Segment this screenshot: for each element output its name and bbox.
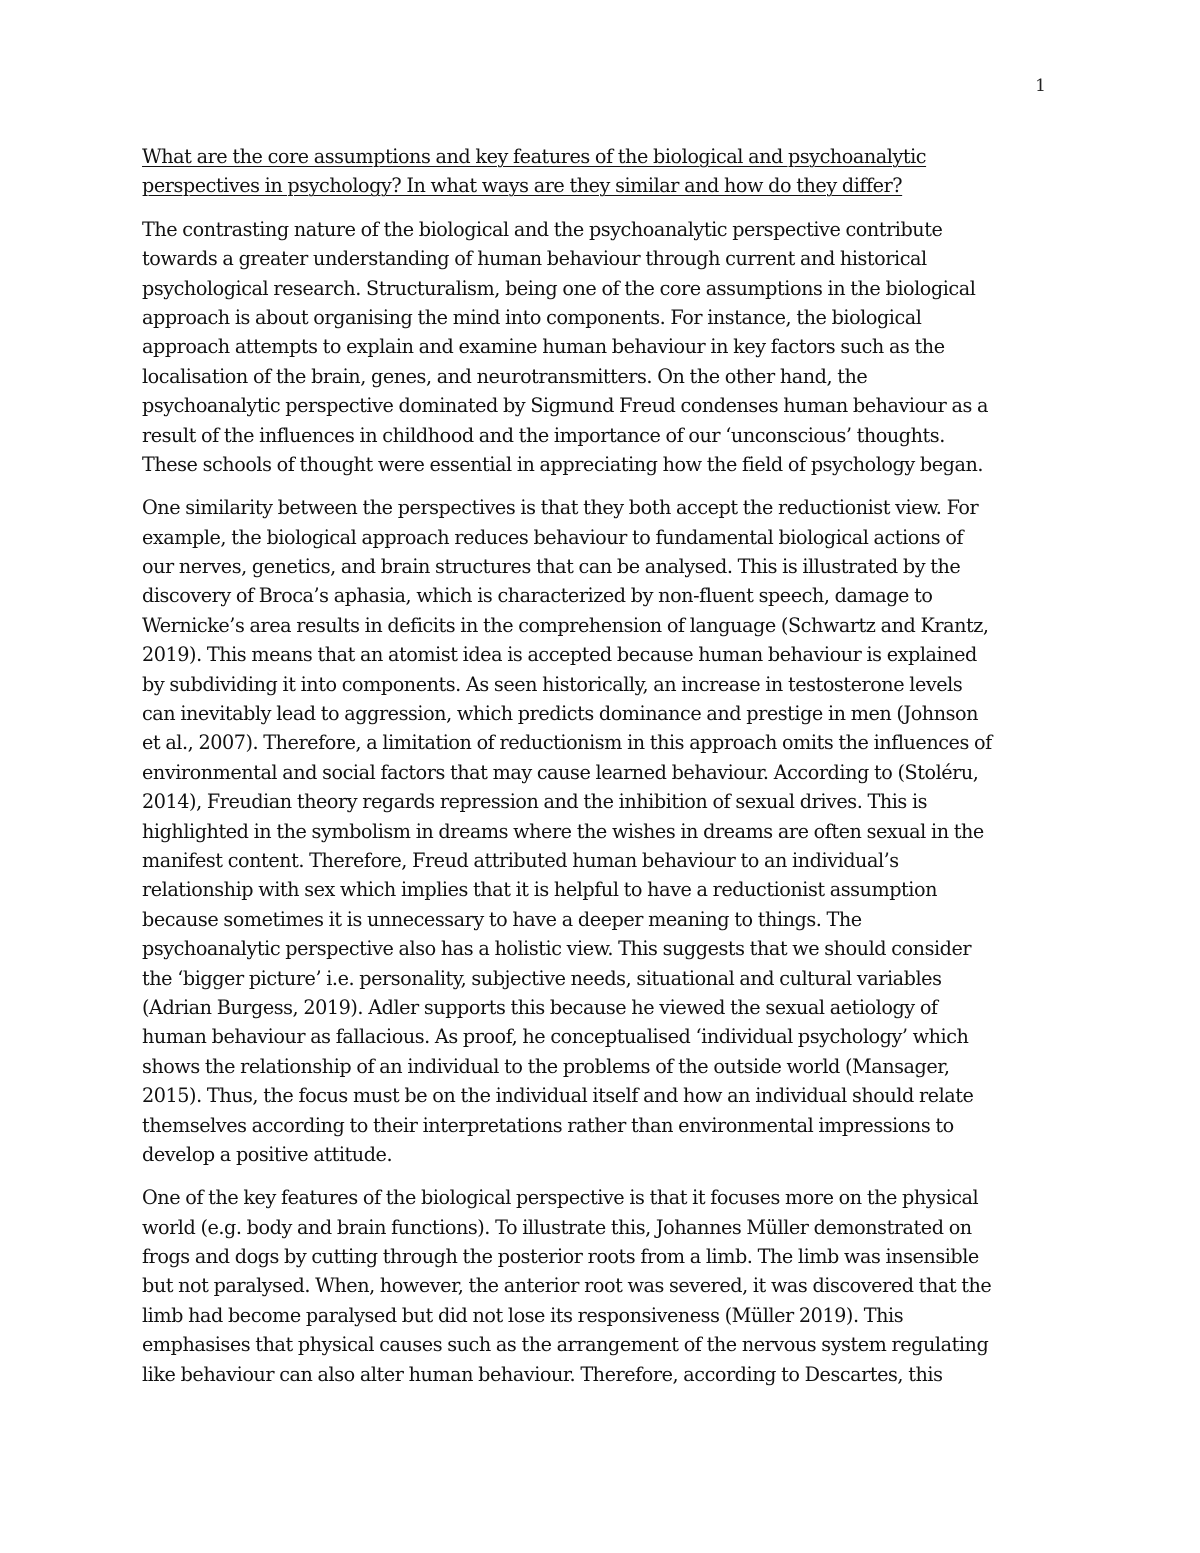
text-line: highlighted in the symbolism in dreams where the wishes in dreams are often sexual in the	[142, 819, 984, 843]
title-line: What are the core assumptions and key features of the biological and psychoanalytic	[142, 145, 927, 168]
text-line: by subdividing it into components. As seen historically, an increase in testosterone levels	[142, 672, 963, 696]
text-line: These schools of thought were essential in appreciating how the field of psychology began.	[142, 452, 984, 476]
text-line: 2014), Freudian theory regards repression and the inhibition of sexual drives. This is	[142, 790, 928, 814]
text-line: psychoanalytic perspective dominated by Sigmund Freud condenses human behaviour as a	[142, 394, 988, 418]
text-line: One similarity between the perspectives is that they both accept the reductionist view. For	[142, 496, 979, 520]
text-line: example, the biological approach reduces behaviour to fundamental biological actions of	[142, 525, 964, 549]
text-line: manifest content. Therefore, Freud attributed human behaviour to an individual’s	[142, 848, 899, 872]
text-line: discovery of Broca’s aphasia, which is characterized by non-fluent speech, damage to	[142, 584, 933, 608]
text-line: The contrasting nature of the biological and the psychoanalytic perspective contribute	[142, 217, 943, 241]
text-line: our nerves, genetics, and brain structures that can be analysed. This is illustrated by the	[142, 555, 961, 579]
text-line: towards a greater understanding of human behaviour through current and historical	[142, 247, 927, 271]
text-line: but not paralysed. When, however, the anterior root was severed, it was discovered that the	[142, 1274, 992, 1298]
text-line: limb had become paralysed but did not lose its responsiveness (Müller 2019). This	[142, 1303, 904, 1327]
title-line: perspectives in psychology? In what ways are they similar and how do they differ?	[142, 174, 903, 198]
text-line: the ‘bigger picture’ i.e. personality, subjective needs, situational and cultural variables	[142, 966, 942, 990]
text-line: 2015). Thus, the focus must be on the individual itself and how an individual should relate	[142, 1084, 974, 1108]
paragraph-similarity	[142, 493, 1062, 1169]
paragraph-biological-features	[142, 1183, 1062, 1389]
text-line: like behaviour can also alter human behaviour. Therefore, according to Descartes, this	[142, 1362, 943, 1386]
text-line: relationship with sex which implies that it is helpful to have a reductionist assumption	[142, 878, 937, 902]
essay-question-title	[142, 142, 1062, 201]
text-line: localisation of the brain, genes, and neurotransmitters. On the other hand, the	[142, 364, 868, 388]
text-line: approach is about organising the mind into components. For instance, the biological	[142, 305, 922, 329]
text-line: 2019). This means that an atomist idea is accepted because human behaviour is explained	[142, 643, 977, 667]
document-body	[142, 142, 1062, 1389]
text-line: themselves according to their interpretations rather than environmental impressions to	[142, 1113, 954, 1137]
text-line: can inevitably lead to aggression, which predicts dominance and prestige in men (Johnson	[142, 702, 979, 726]
text-line: emphasises that physical causes such as the arrangement of the nervous system regulating	[142, 1333, 989, 1357]
text-line: shows the relationship of an individual to the problems of the outside world (Mansager,	[142, 1054, 950, 1078]
text-line: et al., 2007). Therefore, a limitation of reductionism in this approach omits the influences of	[142, 731, 992, 755]
paragraph-introduction	[142, 215, 1062, 480]
text-line: develop a positive attitude.	[142, 1142, 393, 1166]
text-line: Wernicke’s area results in deficits in the comprehension of language (Schwartz and Krantz,	[142, 613, 989, 637]
text-line: environmental and social factors that may cause learned behaviour. According to (Stoléru,	[142, 760, 979, 784]
text-line: psychological research. Structuralism, being one of the core assumptions in the biological	[142, 276, 976, 300]
text-line: psychoanalytic perspective also has a holistic view. This suggests that we should consider	[142, 937, 972, 961]
text-line: One of the key features of the biological perspective is that it focuses more on the physical	[142, 1186, 979, 1210]
text-line: because sometimes it is unnecessary to have a deeper meaning to things. The	[142, 907, 862, 931]
text-line: result of the influences in childhood and the importance of our ‘unconscious’ thoughts.	[142, 423, 945, 447]
text-line: approach attempts to explain and examine human behaviour in key factors such as the	[142, 335, 945, 359]
page-number: 1	[1035, 76, 1046, 96]
text-line: (Adrian Burgess, 2019). Adler supports this because he viewed the sexual aetiology of	[142, 995, 938, 1019]
text-line: human behaviour as fallacious. As proof, he conceptualised ‘individual psychology’ which	[142, 1025, 969, 1049]
text-line: world (e.g. body and brain functions). To illustrate this, Johannes Müller demonstrated on	[142, 1215, 972, 1239]
text-line: frogs and dogs by cutting through the posterior roots from a limb. The limb was insensible	[142, 1245, 979, 1269]
